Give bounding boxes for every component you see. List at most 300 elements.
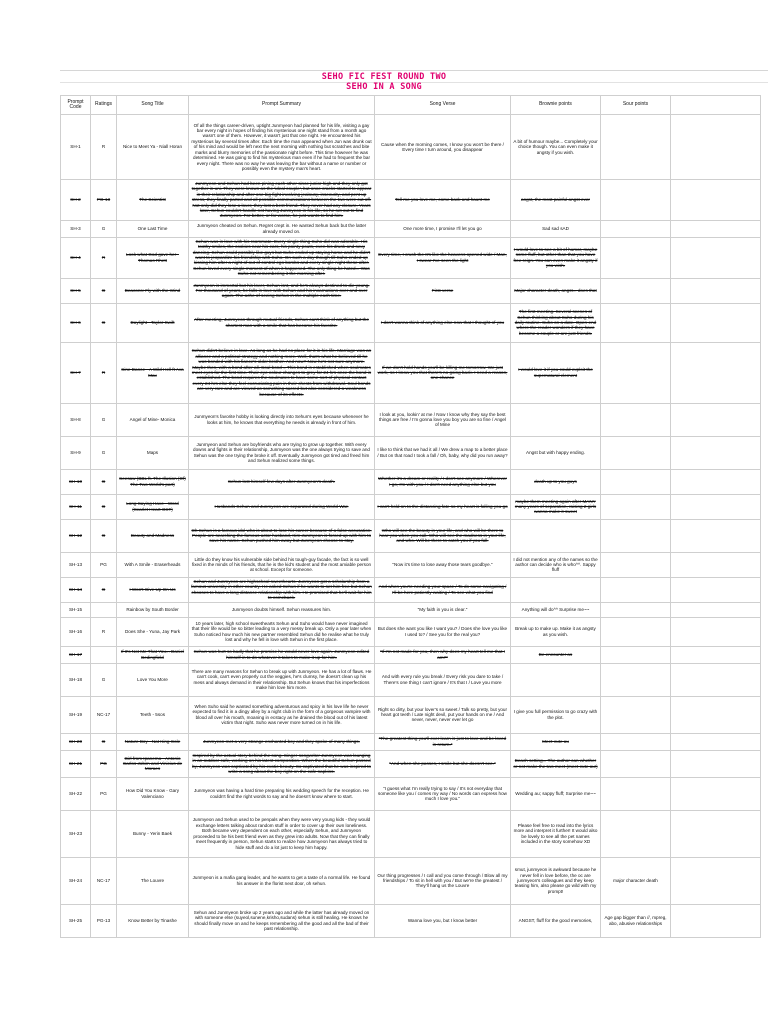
cell-summary-text: Of all the things career-driven, uptight Junmyeon had planned for his life, visiting a gay bar every night in hopes of finding his mysterious one night stand from a month ago wasn't one of them. However, it wasn't just that one night. He encountered his mysterious lay several times after. Each time the man appeared when Jun was drunk out of his mind and would be left next the next morning with nothing but scratches and bite marks and blurry memories of the passionate night before. This time however he was determined. He was going to find his mysterious man even if he had to frequent the bar every night. There was no way he was leaving the bar without a name or number or possibly even the mystery man's heart. [191,122,372,171]
cell-code-text: SH-17 [68,651,83,657]
cell-song [117,278,189,303]
table-row [61,750,761,777]
cell-summary-text: 10 years later, high school sweethearts Sehun and Suho would have never imagined that their life would be so bitter leading to a very messy break up. Only a year later when Suho noticed how much his new partner resembled Sehun did he realise what he truly lost and why he fell in love with Sehun in the first place. [191,620,372,643]
cell-brownie-text: I would love it if you could exploit the supernatural element [518,367,593,378]
cell-verse-text: If we don't hold hands you'll be killing me tomorrow. We just work, so I know you that there's no going back. I need a reason, one chance [377,364,508,381]
table-row [61,303,761,342]
cell-blank [671,663,761,696]
cell-brownie [511,494,601,519]
cell-brownie [511,857,601,904]
cell-rating [91,278,117,303]
cell-brownie-text: Sad sad sAD [542,226,569,232]
table-row [61,904,761,937]
cell-rating-text: G [101,478,106,484]
cell-verse-text: Every time, I crush the It's like the heavens opened wide / Man, I swear I've seen the light [378,252,507,263]
cell-verse [375,180,511,221]
cell-song [117,577,189,602]
table-row [61,436,761,469]
cell-summary-text: Oh Sehun is a famous idol who is about to lose his career because of a false accusation. People are searching the famous actor husband, Kim Junmyeon is forced up with him to save his name. Sehun pushed him away but Junmyeon choose to stay. [191,527,372,544]
cell-brownie-text: A bit of humour maybe... Completely your choice though. You can even make it angsty if you wish. [513,138,598,155]
cell-code-text: SH-16 [68,628,83,634]
cell-summary-text: Sehun didn't believe in love. As long as he had no place for it in his life. Marriage was an alliance and a political strategy and nothing more. Well, that's what he believed till he was bonded with his fiance's older brother. And now? Now he's not sure anymore. Maybe then, with a bond after all. Soul bond = This bond is established when soulmates meet eyes for the first time. Their eye colour changes to grey for 24 hrs once the bond is established. The bond requires the soulmates to have some sort of physical contact every 24 hrs else they feel excruciating pain in their chests from withdrawal. Soul bonds are very rare and are viewed as something sacred but also considered a weakness because of its effects. [191,348,372,397]
cell-sour [601,342,671,403]
cell-summary-text: Sehun and Junmyeon are highschool sweethearts. Junmyeon got a scholarship from a famous university in other country. He asked Sehun if he wants to set him free but Sehun chooses to have a long distance relationship with him. He promised that he'll wait for him to comeback. [191,578,372,601]
cell-song [117,220,189,237]
cell-code-text: SH-4 [70,255,81,261]
cell-rating [91,342,117,403]
cell-verse-text: And when you're needing your space / To do some navigating / I'll be here patiently waiting / To see what you find [378,584,507,595]
cell-verse [375,220,511,237]
cell-verse-text: "I guess what I'm really trying to say / It's not everyday that someone like you / comes my way / No words can express how much I love you." [378,785,507,802]
cell-brownie-text: smut, junmyeon is awkward because he never fell in love before, the oc are junmyeon's colleagues and they keep teasing him, also please go wild with my prompt! [514,867,597,894]
table-row [61,663,761,696]
cell-rating-text: G [101,226,106,232]
sheet-subtitle: SEHO IN A SONG [346,82,422,92]
cell-verse [375,646,511,663]
cell-rating-text: PG [100,790,107,796]
cell-rating [91,115,117,180]
cell-verse-text: First verse [431,287,454,293]
cell-song-text: Teeth - 5sos [139,711,166,717]
cell-rating-text: G [101,287,106,293]
cell-brownie [511,577,601,602]
cell-summary-text: Sehun was hurt so badly that he promise he would never love again. Junmyeon edited himself in to do whatever it takes to make it up for him. [193,649,370,660]
cell-code-text: SH-3 [70,226,81,232]
cell-verse [375,733,511,750]
table-row [61,403,761,436]
cell-code [61,777,91,810]
cell-code [61,602,91,617]
cell-summary [189,552,375,577]
cell-verse [375,552,511,577]
cell-code-text: SH-24 [68,877,83,883]
cell-summary [189,180,375,221]
cell-code [61,857,91,904]
column-header-song: Song Title [117,96,189,115]
column-header-blank [671,96,761,115]
cell-rating-text: PG [100,561,107,567]
table-row [61,777,761,810]
cell-summary [189,519,375,552]
cell-song-text: Maps [146,449,159,455]
cell-code [61,278,91,303]
cell-verse-text: But does she want you like I want you? / Does she love you like I used to? / See you for the real you? [377,626,508,637]
cell-code [61,696,91,733]
column-header-code: Prompt Code [61,96,91,115]
cell-song [117,733,189,750]
cell-sour-text: major character death [613,877,658,883]
cell-rating [91,857,117,904]
cell-rating-text: G [101,449,106,455]
cell-rating [91,810,117,857]
cell-rating [91,663,117,696]
cell-sour [601,278,671,303]
cell-blank [671,403,761,436]
cell-summary [189,617,375,646]
cell-verse-text: I like to think that we had it all / We drew a map to a better place / But on that road I took a fall / Oh, baby, why did you run away? [377,447,508,458]
cell-summary-text: Sehun lost himself few days after Junmyeon's death. [227,478,336,484]
cell-verse [375,115,511,180]
cell-brownie [511,436,601,469]
table-row [61,180,761,221]
cell-summary-text: Junmyeon and Sehun had been pining each other since junior high and they only got together in uni. They were known as the 'ideal couple', but once cracks started to appear in their relationship and after one big fight involving jealousy, insecurity, and pent up stress, they finally parted and all possible communications between the two were cut off. Not only did they lose a lover, they lost a best friend. They never had any closure. Years later, Sehun couldn't handle not having Junmyeon in his life, so he set out to find Junmyeon. For better, or for worse, he just wants to find him. [191,181,372,219]
cell-code-text: SH-25 [68,917,83,923]
sheet-title: SEHO FIC FEST ROUND TWO [321,72,447,82]
cell-song [117,904,189,937]
cell-brownie [511,403,601,436]
cell-sour [601,777,671,810]
cell-brownie [511,646,601,663]
cell-code-text: SH-18 [68,676,83,682]
cell-summary [189,750,375,777]
cell-code-text: SH-11 [69,503,82,509]
cell-rating [91,469,117,494]
cell-rating [91,646,117,663]
cell-sour [601,617,671,646]
cell-blank [671,577,761,602]
cell-brownie-text: Please feel free to read into the lyrics more and interpret it further! It would also be lovely to see all the pet names included in the story somehow XD [513,822,598,845]
cell-rating [91,220,117,237]
cell-rating-text: R [101,628,106,634]
cell-song-text: Look what God gave her - Thomas Rhett [126,252,179,263]
cell-brownie-text: I did not mention any of the names so the author can decide who is who^^. Sappy fluff [513,556,598,573]
cell-blank [671,777,761,810]
cell-brownie-text: I give you full permission to go crazy with the plot. [513,709,598,720]
table-row [61,220,761,237]
cell-rating [91,904,117,937]
cell-blank [671,733,761,750]
table-row [61,115,761,180]
cell-song-text: Rainbow by South Border [126,606,179,612]
cell-summary [189,904,375,937]
cell-summary [189,115,375,180]
cell-song-text: Know Better by Tinashe [128,917,177,923]
cell-code [61,663,91,696]
cell-sour [601,750,671,777]
cell-brownie [511,904,601,937]
table-row [61,646,761,663]
cell-summary [189,602,375,617]
cell-rating [91,403,117,436]
cell-summary-text: Husbands Sehun and Junmyeon are separated during World War. [214,503,349,509]
table-row [61,617,761,646]
cell-rating [91,617,117,646]
cell-song [117,115,189,180]
cell-sour [601,237,671,278]
cell-song-text: Angel of Mine- Monica [129,416,176,422]
cell-code-text: SH-5 [70,287,81,293]
cell-summary [189,577,375,602]
cell-rating-text: PG-13 [96,917,111,923]
cell-brownie-text: Beach setting... The author can whether or not make the two meet (meet-cute au!) [513,758,598,769]
cell-song [117,750,189,777]
cell-code [61,342,91,403]
cell-code [61,237,91,278]
cell-rating-text: G [101,738,106,744]
cell-summary [189,220,375,237]
cell-song-text: Beauty and Madness [130,532,175,538]
cell-verse-text: Tell me you love me, come back and haunt me [395,197,490,203]
cell-verse-text: I can't hold on to the distancing fate so my heart is falling you go [377,503,508,509]
cell-brownie [511,663,601,696]
cell-song-text: The Scientist [139,197,166,203]
cell-verse [375,696,511,733]
cell-code-text: SH-10 [68,478,83,484]
cell-summary-text: Junmyeon doubts himself. Sehun reassures him. [231,606,332,612]
cell-brownie [511,696,601,733]
cell-summary [189,436,375,469]
cell-brownie [511,278,601,303]
cell-summary-text: Junmyeon's favorite hobby is looking directly into Sehun's eyes because whenever he looks at him, he knows that everything he needs is already in front of him. [194,414,369,425]
table-row [61,552,761,577]
cell-rating-text: NC-17 [96,877,111,883]
cell-song-text: Sine Dance - A Wild Hell ft Ava Max [121,367,184,378]
cell-summary [189,857,375,904]
cell-verse [375,494,511,519]
cell-summary [189,469,375,494]
cell-song [117,663,189,696]
cell-code-text: SH-7 [70,369,81,375]
cell-verse [375,602,511,617]
cell-blank [671,494,761,519]
cell-code-text: SH-9 [70,449,81,455]
cell-verse-text: "If I'm not made for you, then why does my heart tell me that I am?" [380,649,505,660]
cell-brownie-text: Wedding au; sappy fluff; Surprise me~~ [515,790,596,796]
cell-rating [91,552,117,577]
cell-song [117,857,189,904]
cell-summary [189,663,375,696]
table-row [61,733,761,750]
cell-brownie-text: The first meeting. Several scenes of Sehun thinking about Suho during his daily routine. Suho on a date. Open-end where the reader wonders if they have become a couple or are just friends. [514,309,597,336]
cell-rating-text: G [101,319,106,325]
cell-song [117,519,189,552]
cell-blank [671,696,761,733]
cell-sour [601,519,671,552]
cell-code-text: SH-19 [68,711,83,717]
cell-rating [91,237,117,278]
cell-verse-text: Our thing progresses / I call and you come through / Blow all my friendships / To sit in hell with you / But we're the greatest / They'll hang us the Louvre [377,872,508,889]
column-header-brownie: Brownie points [511,96,601,115]
cell-song-text: Love You More [137,676,168,682]
cell-sour-text: Age gap bigger than //, mpreg, abo, abusive relationships [604,915,667,926]
cell-blank [671,303,761,342]
cell-blank [671,278,761,303]
cell-verse [375,857,511,904]
cell-blank [671,617,761,646]
cell-rating [91,733,117,750]
cell-verse [375,342,511,403]
table-row [61,577,761,602]
cell-song [117,617,189,646]
cell-verse [375,303,511,342]
cell-code [61,552,91,577]
cell-blank [671,646,761,663]
cell-code [61,220,91,237]
table-row [61,857,761,904]
cell-song [117,237,189,278]
cell-sour [601,857,671,904]
cell-rating [91,577,117,602]
cell-verse-text: "Now it's time to lose away those tears goodbye." [392,561,493,567]
cell-song-text: Beacons: Fly with the Wind [124,287,181,293]
cell-brownie [511,810,601,857]
cell-code [61,303,91,342]
cell-code [61,519,91,552]
cell-song-text: Bunny - Yerin Baek [132,830,173,836]
cell-verse [375,403,511,436]
cell-verse-text: Right so dirty, but your lover's so sweet / Talk so pretty, but your heart got teeth / Late night devil, put your hands on me / And never, never, never ever let go [377,706,508,723]
cell-blank [671,436,761,469]
cell-song-text: Daylight - Taylor Swift [130,319,175,325]
cell-summary-text: Junmyeon was having a hard time preparing his wedding speech for the reception. He couldn't find the right words to say and he doesn't know where to start. [194,788,369,799]
cell-code [61,617,91,646]
cell-sour [601,403,671,436]
cell-verse-text: Who will see the beauty in your life, and who will be there to hear you when you call. Who will see the madness in your life, and who. Will be there to catch you if you fall. [379,527,506,544]
cell-song [117,494,189,519]
cell-code-text: SH-20 [68,738,83,744]
cell-brownie-text: Be encounter as [538,651,573,657]
cell-rating-text: G [101,532,106,538]
cell-code-text: SH-21 [68,760,83,766]
cell-verse [375,577,511,602]
cell-blank [671,469,761,494]
table-row [61,278,761,303]
cell-code-text: SH-22 [68,790,83,796]
cell-rating [91,750,117,777]
cell-brownie-text: maybe them meeting again after MANY many years of separation, raising 2 girls wanna make it sweet [514,498,597,515]
cell-code-text: SH-6 [70,319,81,325]
cell-summary [189,494,375,519]
cell-verse [375,617,511,646]
cell-rating [91,519,117,552]
cell-verse-text: "The greatest thing you'll ever learn is just to love and be loved in return." [378,736,507,747]
cell-song [117,602,189,617]
cell-verse [375,663,511,696]
cell-song [117,180,189,221]
cell-song [117,552,189,577]
cell-rating [91,777,117,810]
cell-rating-text: PG-13 [96,197,111,203]
cell-summary-text: Little do they know his vulnerable side behind his tough-guy facade, the fact is so well fixed in the minds of his friends, that he is the kid's student and the most amiable person at school. Except for someone. [191,556,372,573]
cell-sour [601,552,671,577]
table-row [61,519,761,552]
cell-rating-text: NC-17 [96,711,111,717]
cell-song [117,646,189,663]
cell-blank [671,750,761,777]
cell-summary [189,777,375,810]
cell-song-text: Does She - Yuna, Jay Park [124,628,181,634]
cell-rating [91,180,117,221]
cell-summary-text: Sehun was in love with his roommate. Every single thing Suho did was adorable. His toothy smiles, the cookies near his ears, his pointy pouts, even his drunk and sexy dancing. Sehun could possibly like guys but Suho ended up staying home and he didn't want to jeopardize his friendship with Suho. On such a day though till Suho ended up kissing him after a night of out of control ego bombs and every single night these after. Sehun loved every single moment of when it happened. The only thing he hated... Was Suho not remembering it the morning after. [192,238,371,277]
cell-code-text: SH-8 [70,416,81,422]
cell-brownie-text: Meet-cute au [542,738,569,744]
cell-brownie [511,180,601,221]
table-row [61,602,761,617]
column-header-sour: Sour points [601,96,671,115]
table-row [61,696,761,733]
cell-blank [671,115,761,180]
cell-verse [375,777,511,810]
cell-rating-text: R [101,255,106,261]
cell-blank [671,810,761,857]
cell-code [61,904,91,937]
cell-rating [91,303,117,342]
cell-code [61,810,91,857]
cell-song-text: With A Smile - Eraserheads [124,561,181,567]
cell-brownie-text: Major character death, angst... does that [514,287,597,293]
cell-brownie-text: Break up to make up. Make it as angsty as you wish. [515,626,596,637]
cell-code [61,403,91,436]
cell-verse [375,278,511,303]
cell-sour [601,494,671,519]
cell-sour [601,663,671,696]
cell-rating-text: G [101,586,106,592]
cell-sour [601,180,671,221]
cell-summary [189,237,375,278]
cell-summary [189,278,375,303]
cell-song-text: If It's Not Me That You... Daniel Bedingfield [120,649,185,660]
cell-code-text: SH-14 [68,586,83,592]
cell-song-text: I Won't Give Up On Us [129,586,176,592]
cell-blank [671,857,761,904]
cell-code-text: SH-2 [70,197,81,203]
cell-blank [671,342,761,403]
cell-song [117,696,189,733]
column-header-rating: Ratings [91,96,117,115]
cell-sour [601,733,671,750]
cell-summary [189,342,375,403]
sheet-header [0,72,768,92]
cell-sour [601,436,671,469]
cell-verse-text: I don't wanna think of anything else now that I thought of you [380,319,505,325]
cell-blank [671,220,761,237]
cell-sour [601,115,671,180]
cell-song-text: How Did You Know - Gary Valenciano [125,788,180,799]
cell-sour [601,646,671,663]
prompt-table [60,95,761,938]
cell-verse [375,810,511,857]
cell-summary [189,696,375,733]
cell-code [61,577,91,602]
cell-code [61,494,91,519]
cell-verse [375,750,511,777]
cell-brownie-text: I would love to see a bit of humor, maybe some fluff, but other than that you have free reign. You can even make it angsty if you wish. [513,246,598,269]
cell-verse [375,519,511,552]
cell-summary-text: When Suho said he wanted something adventurous and spicy in his love life he never expected to find it in a dingy alley by a night club in the form of a gorgeous vampire with blood all over his mouth, moaning in ecstacy as he drained the blood out of his latest victim that night. Suho was never more turned on in his life. [192,703,371,726]
cell-verse-text: I look at you, lookin' at me / Now I know why they say the best things are free / I'm gonna love you boy you are so fine / Angel of Mine [378,411,507,428]
cell-rating-text: G [101,416,106,422]
column-header-verse: Song Verse [375,96,511,115]
cell-verse-text: "My faith in you is clear." [417,606,468,612]
cell-song [117,303,189,342]
cell-verse [375,904,511,937]
cell-rating-text: R [101,144,106,150]
cell-summary-text: Junmyeon met a very strange enchanted boy and they spoke of many things. [203,738,360,744]
cell-brownie [511,552,601,577]
cell-summary-text: Junmyeon is immortal but his lover, Sehun isnt, and he's always destined to die young. For thousand of years, he falls in love with Sehun and his incarnations over and over again. The ache of seeing Sehun in the multiple each time. [193,282,370,299]
cell-brownie [511,733,601,750]
cell-blank [671,552,761,577]
cell-verse [375,436,511,469]
cell-code [61,469,91,494]
cell-song [117,403,189,436]
cell-verse [375,469,511,494]
cell-summary-text: Sehun and Junmyeon broke up 2 years ago and while the latter has already moved on with someone else (suyeol,sunene,krisho,sudans) sehun is still healing. He knows he should finally move on and he keeps remembering all the good and all the bad of their past relationship. [193,909,370,932]
cell-song-text: The Louvre [140,877,165,883]
cell-song-text: One Last Time [137,226,168,232]
cell-song [117,436,189,469]
cell-verse-text: And with every rule you break / Every risk you dare to take / There's one thing I can't ignore / It's that I / Love you more [381,674,504,685]
